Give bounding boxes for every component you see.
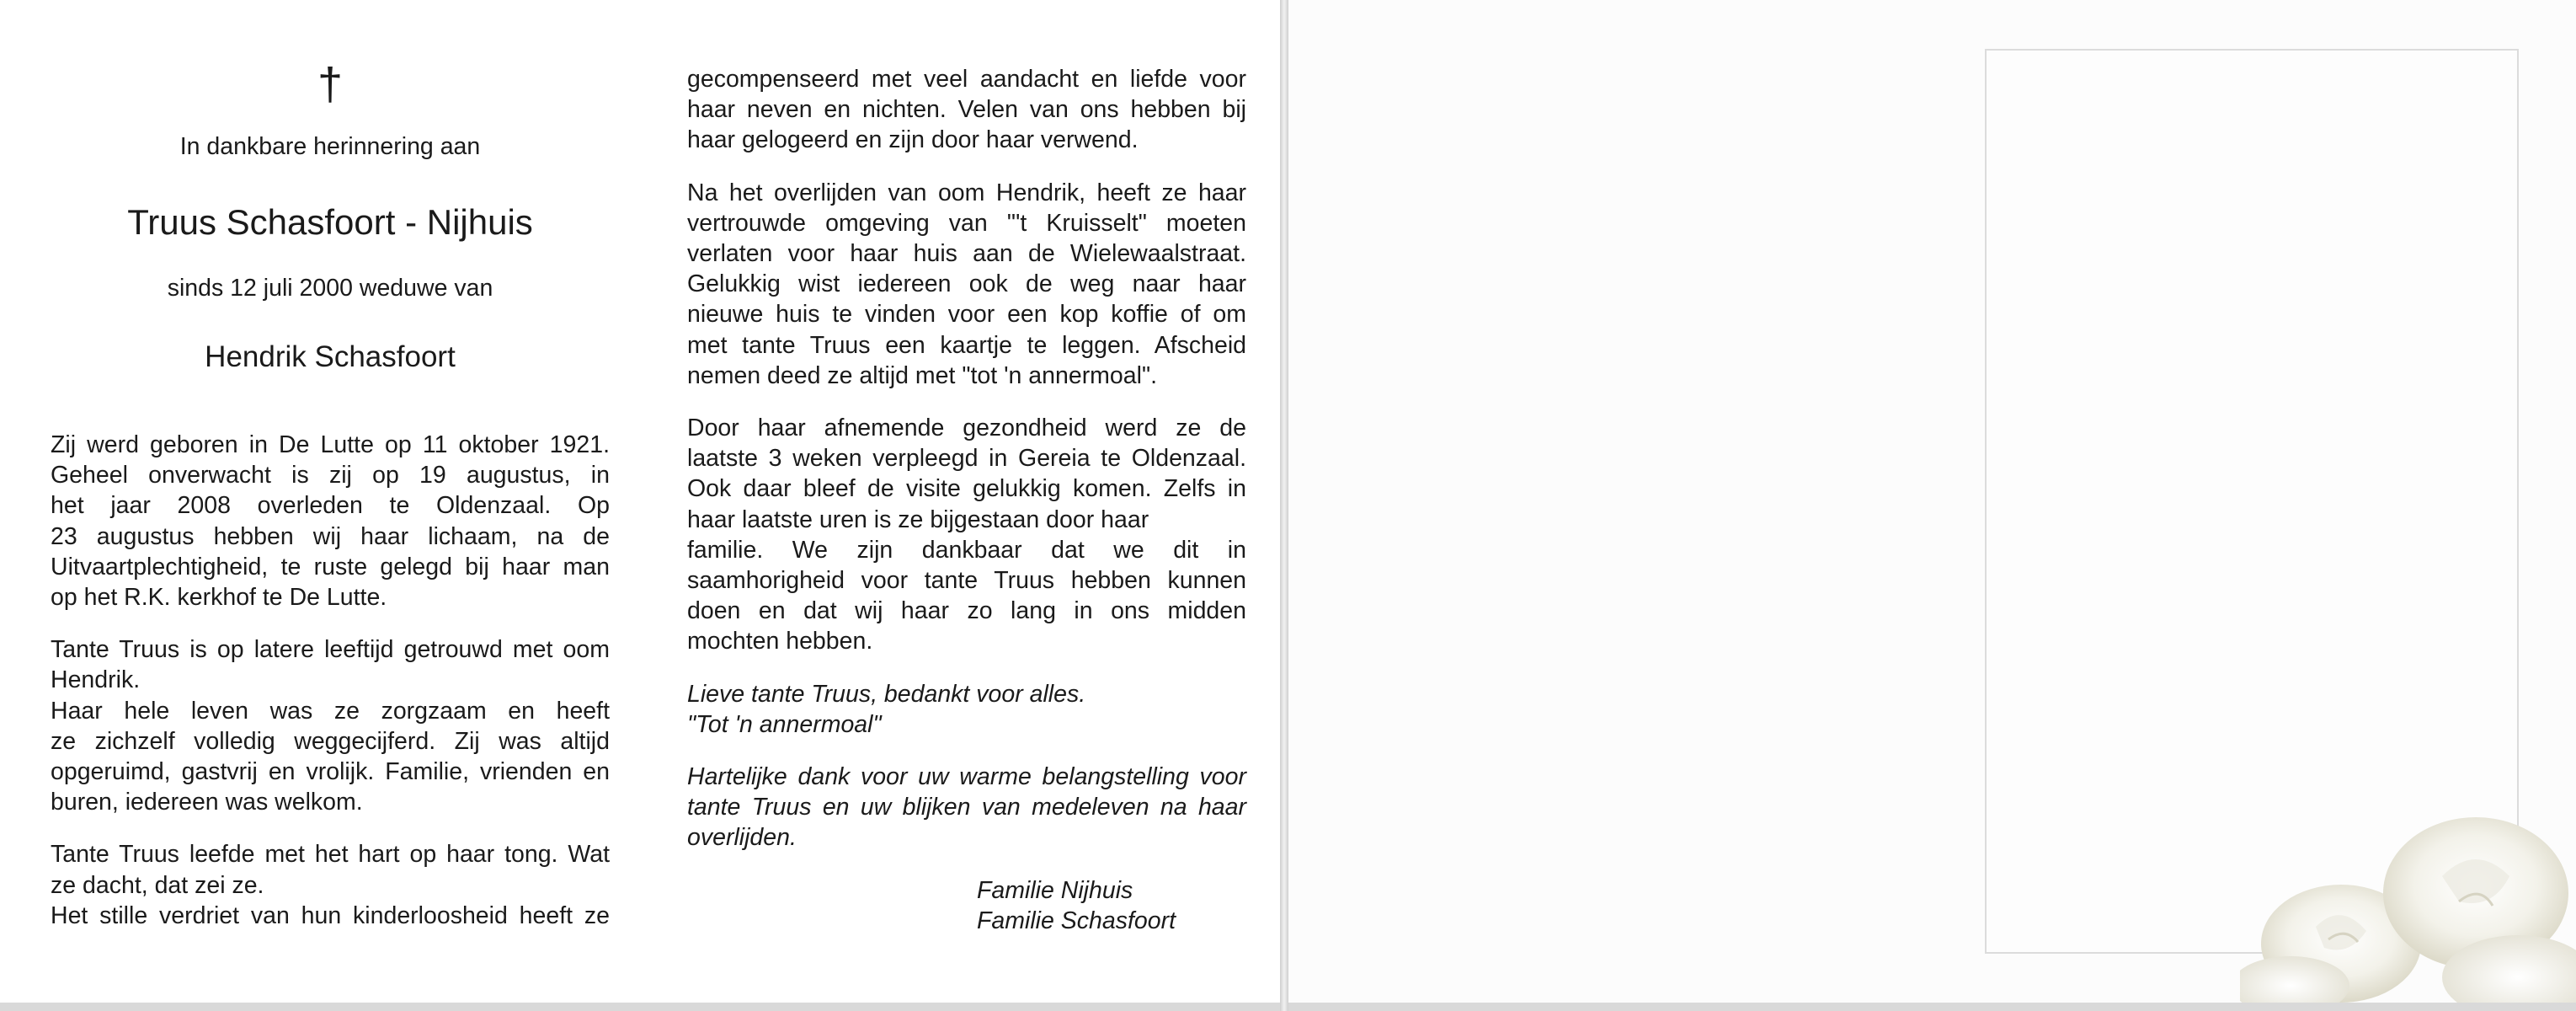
text-line: buren, iedereen was welkom. [51,789,363,816]
text-line: saamhorigheid voor tante Truus hebben kunnen [687,567,1246,595]
text-line: met tante Truus een kaartje te leggen. Afscheid [687,331,1246,359]
cross-icon: † [317,59,344,110]
text-line: verlaten voor haar huis aan de Wielewaalstraat. [687,240,1246,268]
text-line: ze dacht, dat zei ze. [51,871,264,899]
signature-line: Familie Schasfoort [977,907,1176,934]
gratitude-paragraph [687,762,1246,853]
text-line: doen en dat wij haar zo lang in ons midden [687,597,1246,625]
text-column-right [687,64,1246,958]
intro-text: In dankbare herinnering aan [179,133,481,160]
text-line: Na het overlijden van oom Hendrik, heeft ze haar [687,179,1246,206]
farewell-quote [687,679,1246,740]
text-line: haar neven en nichten. Velen van ons hebben bij [687,96,1246,124]
text-line: tante Truus en uw blijken van medeleven na haar [687,794,1246,821]
farewell-line: "Tot 'n annermoal" [687,710,882,738]
text-line: nemen deed ze altijd met "tot 'n annermoal". [687,361,1157,389]
text-line: Geheel onverwacht is zij op 19 augustus, in [51,462,610,489]
text-line: familie. We zijn dankbaar dat we dit in [687,536,1246,564]
text-line: Hartelijke dank voor uw warme belangstelling voor [687,763,1246,791]
roses-illustration [2240,817,2576,1003]
paragraph-health [687,413,1246,657]
text-line: overlijden. [687,824,797,852]
text-line: op het R.K. kerkhof te De Lutte. [51,584,387,612]
widow-since-text: sinds 12 juli 2000 weduwe van [167,275,493,302]
text-line: vertrouwde omgeving van "'t Kruisselt" moeten [687,209,1246,237]
text-line: opgeruimd, gastvrij en vrolijk. Familie, vrienden en [51,758,610,786]
deceased-name: Truus Schasfoort - Nijhuis [127,202,533,242]
text-line: 23 augustus hebben wij haar lichaam, na de [51,522,610,550]
signature-line: Familie Nijhuis [977,876,1133,904]
text-line: Zij werd geboren in De Lutte op 11 oktober 1921. [51,431,610,458]
text-line: Haar hele leven was ze zorgzaam en heeft [51,697,610,725]
farewell-line: Lieve tante Truus, bedankt voor alles. [687,680,1086,708]
text-line: laatste 3 weken verpleegd in Gereia te Oldenzaal. [687,445,1246,473]
text-line: het jaar 2008 overleden te Oldenzaal. Op [51,492,610,520]
text-line: haar gelogeerd en zijn door haar verwend. [687,126,1139,154]
text-line: nieuwe huis te vinden voor een kop koffie of om [687,301,1246,329]
text-line: ze zichzelf volledig weggecijferd. Zij was altijd [51,727,610,755]
text-line: haar laatste uren is ze bijgestaan door haar [687,506,1149,533]
paragraph-marriage [51,634,610,817]
text-line: Door haar afnemende gezondheid werd ze de [687,415,1246,442]
paragraph-move [687,178,1246,391]
card-fold [1280,0,1288,1011]
text-line: Tante Truus leefde met het hart op haar tong. Wat [51,841,610,869]
paragraph-nieces [687,64,1246,156]
text-line: mochten hebben. [687,628,873,655]
text-line: Tante Truus is op latere leeftijd getrouwd met oom [51,636,610,664]
text-line: Gelukkig wist iedereen ook de weg naar haar [687,270,1246,298]
text-line: Ook daar bleef de visite gelukkig komen. Zelfs in [687,475,1246,503]
husband-name: Hendrik Schasfoort [205,340,456,373]
white-roses-decoration [2240,817,2576,1003]
text-line: Uitvaartplechtigheid, te ruste gelegd bij haar man [51,553,610,580]
text-column-left [51,430,610,953]
left-page [0,0,1280,1003]
text-line: Hendrik. [51,666,141,694]
paragraph-character [51,839,610,931]
text-line: gecompenseerd met veel aandacht en liefde voor [687,66,1246,93]
paragraph-birth [51,430,610,612]
family-signature [977,875,1246,936]
text-line: Het stille verdriet van hun kinderloosheid heeft ze [51,901,610,929]
